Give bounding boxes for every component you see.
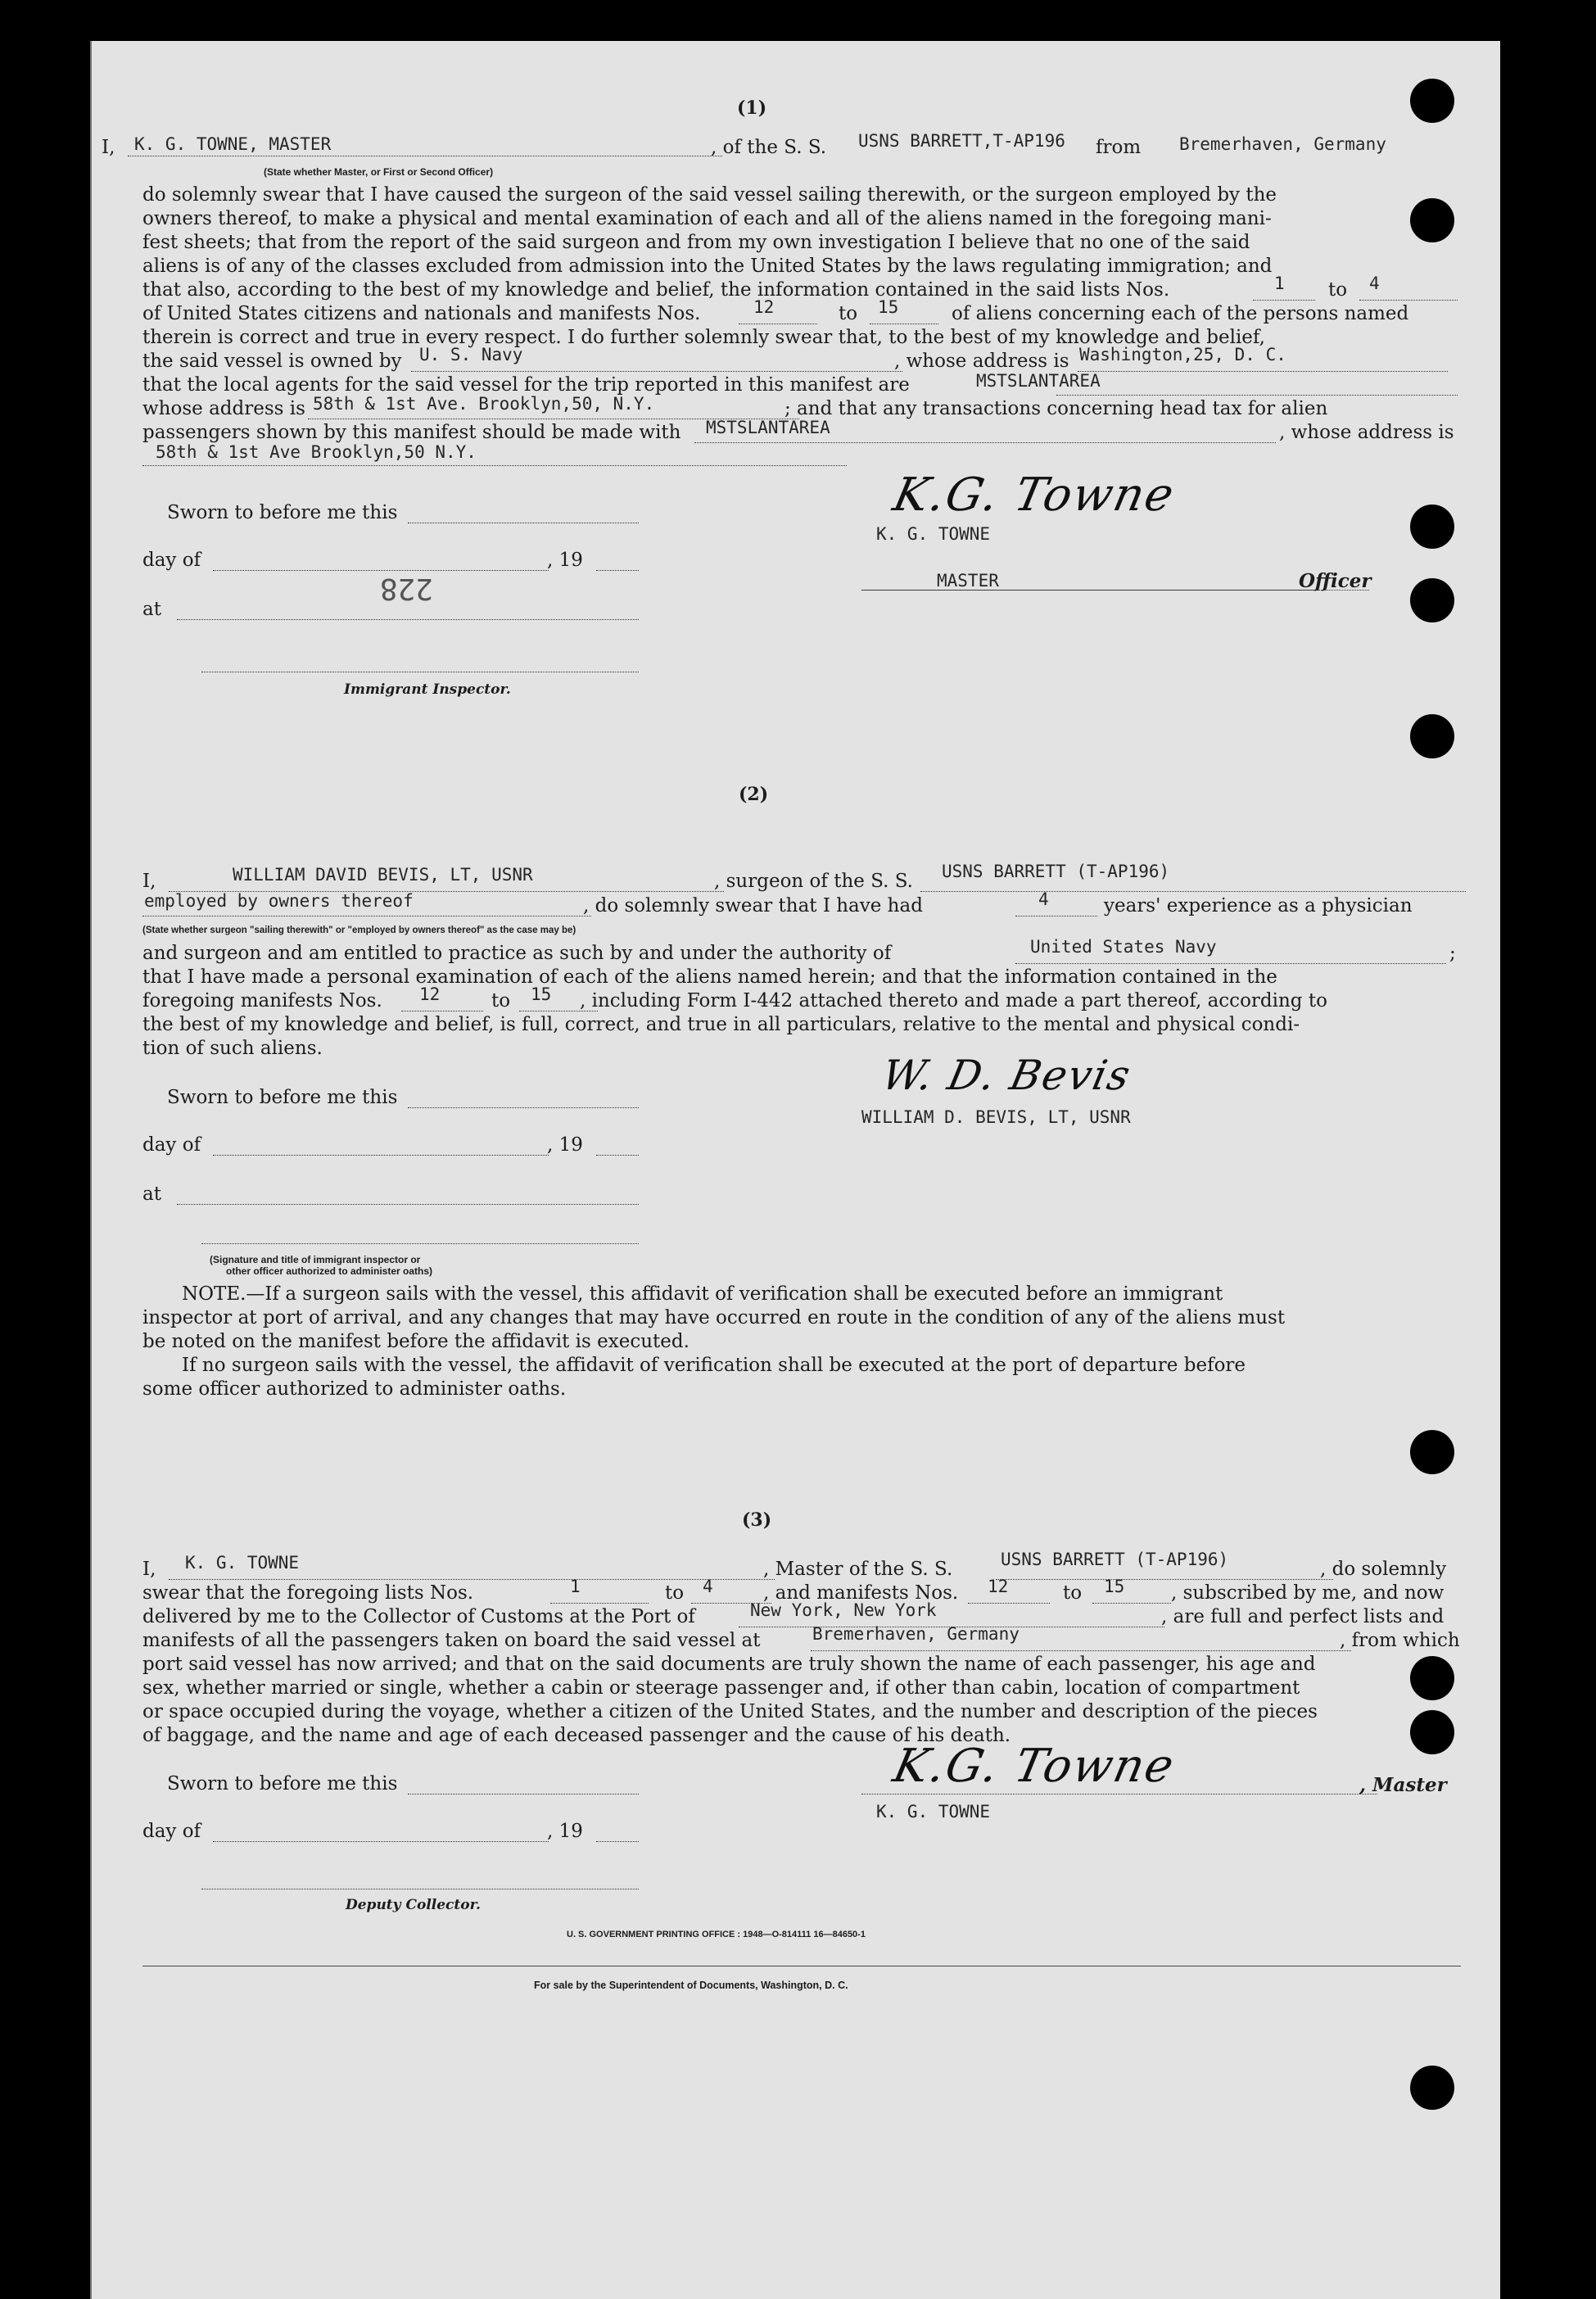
- s1-line9a: that the local agents for the said vessel for the trip reported in this manifest are: [142, 374, 910, 396]
- s2-note2-line-1: If no surgeon sails with the vessel, the affidavit of verification shall be executed at the port of departure before: [182, 1355, 1246, 1376]
- s3-to: to: [665, 1582, 685, 1604]
- s1-i: I,: [102, 137, 115, 158]
- s1-line6a: of United States citizens and nationals and manifests Nos.: [142, 303, 701, 324]
- s2-i: I,: [142, 871, 156, 892]
- s2-day-line[interactable]: [213, 1155, 549, 1156]
- s1-owner-address-line: [1078, 371, 1448, 372]
- s1-line11b: , whose address is: [1279, 422, 1454, 443]
- s3-manifests-from-line: [968, 1603, 1050, 1604]
- s1-agent-line: [1056, 395, 1458, 396]
- s3-lists-from[interactable]: 1: [570, 1577, 581, 1596]
- s3-day-line[interactable]: [213, 1841, 549, 1842]
- s1-signature: K.G. Towne: [888, 468, 1180, 522]
- s1-para-line: fest sheets; that from the report of the said surgeon and from my own investigation I believe that no one of the said: [142, 232, 1250, 253]
- s3-line3b: , are full and perfect lists and: [1161, 1606, 1445, 1627]
- s2-surgeon-of: , surgeon of the S. S.: [714, 871, 913, 892]
- s3-paragraph: [142, 1653, 1458, 1748]
- binder-hole-icon: [1410, 714, 1454, 758]
- s3-master-name[interactable]: K. G. TOWNE: [185, 1553, 300, 1573]
- s3-vessel-line: [996, 1579, 1333, 1580]
- s1-tax-address[interactable]: 58th & 1st Ave Brooklyn,50 N.Y.: [156, 442, 477, 462]
- s1-line8b: , whose address is: [894, 351, 1069, 372]
- s1-officer-word: Officer: [1299, 570, 1372, 592]
- s1-title-line: [861, 590, 1369, 591]
- s3-signature: K.G. Towne: [888, 1740, 1180, 1793]
- s1-para-line: do solemnly swear that I have caused the surgeon of the said vessel sailing therewith, or the surgeon employed by the: [142, 184, 1277, 206]
- s2-note-line-3: be noted on the manifest before the affidavit is executed.: [142, 1331, 689, 1352]
- s2-inspector-caption-2: other officer authorized to administer oaths): [226, 1265, 433, 1277]
- s1-day-line[interactable]: [213, 570, 549, 571]
- s1-lists-from[interactable]: 1: [1274, 274, 1285, 293]
- binder-hole-icon: [1410, 578, 1454, 622]
- s2-sworn-line[interactable]: [408, 1107, 639, 1108]
- s2-manifests-to[interactable]: 15: [531, 984, 552, 1004]
- s2-authority[interactable]: United States Navy: [1030, 937, 1217, 957]
- s1-at: at: [142, 599, 161, 620]
- s1-master-caption: (State whether Master, or First or Second Officer): [264, 166, 494, 178]
- s3-manifests-to[interactable]: 15: [1104, 1577, 1125, 1596]
- s1-tax-agent[interactable]: MSTSLANTAREA: [706, 418, 830, 437]
- s1-lists-to[interactable]: 4: [1369, 274, 1380, 293]
- binder-hole-icon: [1410, 2066, 1454, 2110]
- s3-line2b: , and manifests Nos.: [763, 1582, 959, 1604]
- s2-day-of: day of: [142, 1134, 201, 1156]
- s2-note-line-2: inspector at port of arrival, and any changes that may have occurred en route in the condition of any of the aliens must: [142, 1307, 1286, 1328]
- s1-tax-agent-line: [694, 442, 1276, 443]
- s2-line4: that I have made a personal examination of each of the aliens named herein; and that the information contained in the: [142, 966, 1277, 988]
- binder-hole-icon: [1410, 1430, 1454, 1474]
- s1-agent-address[interactable]: 58th & 1st Ave. Brooklyn,50, N.Y.: [313, 394, 655, 414]
- s3-line3a: delivered by me to the Collector of Customs at the Port of: [142, 1606, 695, 1627]
- footer-sale: For sale by the Superintendent of Documents, Washington, D. C.: [534, 1980, 848, 1991]
- s1-line10a: whose address is: [142, 398, 305, 419]
- s3-signer: K. G. TOWNE: [876, 1802, 991, 1822]
- s1-tax-address-line: [142, 465, 847, 466]
- s1-manifests-from[interactable]: 12: [753, 297, 775, 317]
- binder-hole-icon: [1410, 1710, 1454, 1754]
- s1-day-of: day of: [142, 550, 201, 571]
- s1-year: , 19: [547, 550, 583, 571]
- footer-gpo: U. S. GOVERNMENT PRINTING OFFICE : 1948—O-814111 16—84650-1: [567, 1930, 866, 1939]
- s3-para-line: sex, whether married or single, whether a cabin or steerage passenger and, if other than cabin, location of compartment: [142, 1677, 1300, 1699]
- s1-at-line[interactable]: [177, 619, 639, 620]
- s1-signer-title: MASTER: [937, 571, 999, 591]
- s3-port-of[interactable]: New York, New York: [750, 1600, 937, 1620]
- s2-at-line[interactable]: [177, 1204, 639, 1205]
- manifest-affidavit-page: [90, 41, 1500, 2299]
- s2-at: at: [142, 1183, 161, 1205]
- s2-line2b: years' experience as a physician: [1104, 895, 1413, 916]
- s3-to-2: to: [1063, 1582, 1083, 1604]
- s1-port[interactable]: Bremerhaven, Germany: [1179, 134, 1386, 154]
- s1-line6b: of aliens concerning each of the persons named: [952, 303, 1409, 324]
- s2-inspector-line[interactable]: [201, 1243, 639, 1244]
- s2-line5a: foregoing manifests Nos.: [142, 990, 382, 1011]
- s1-line11a: passengers shown by this manifest should be made with: [142, 422, 681, 443]
- s1-vessel[interactable]: USNS BARRETT,T-AP196: [858, 131, 1065, 151]
- s2-year: , 19: [547, 1134, 583, 1156]
- s2-year-line[interactable]: [596, 1155, 639, 1156]
- s2-semicolon: ;: [1449, 943, 1456, 964]
- s1-line5a: that also, according to the best of my knowledge and belief, the information contained in the said lists Nos.: [142, 279, 1170, 301]
- s2-manifests-from[interactable]: 12: [419, 984, 441, 1004]
- s3-year: , 19: [547, 1821, 583, 1842]
- s2-signer: WILLIAM D. BEVIS, LT, USNR: [861, 1107, 1131, 1127]
- binder-hole-icon: [1410, 198, 1454, 242]
- s2-line2a: , do solemnly swear that I have had: [583, 895, 923, 916]
- s3-para-line: port said vessel has now arrived; and that on the said documents are truly shown the name of each passenger, his age and: [142, 1654, 1316, 1675]
- s2-authority-line: [1015, 963, 1446, 964]
- binder-hole-icon: [1410, 505, 1454, 549]
- s2-note-line: NOTE.—If a surgeon sails with the vessel, this affidavit of verification shall be executed before an immigrant: [182, 1283, 1223, 1305]
- s1-lists-from-line: [1253, 300, 1315, 301]
- s2-line6: the best of my knowledge and belief, is full, correct, and true in all particulars, relative to the mental and physical condi-: [142, 1014, 1300, 1035]
- s1-paragraph: [142, 183, 1458, 278]
- s1-para-line: aliens is of any of the classes excluded from admission into the United States by the laws regulating immigration; and: [142, 256, 1273, 277]
- s1-line7: therein is correct and true in every respect. I do further solemnly swear that, to the best of my knowledge and belief,: [142, 327, 1265, 348]
- s3-manifests-to-line: [1092, 1603, 1171, 1604]
- s3-lists-from-line: [550, 1603, 649, 1604]
- s2-signature: W. D. Bevis: [877, 1052, 1136, 1099]
- section-1-number: (1): [737, 97, 767, 119]
- s3-boarding-line: [811, 1650, 1351, 1651]
- s3-line2c: , subscribed by me, and now: [1171, 1582, 1445, 1604]
- s1-sworn-label: Sworn to before me this: [167, 502, 398, 523]
- binder-hole-icon: [1410, 1656, 1454, 1700]
- s1-from: from: [1096, 137, 1142, 158]
- s3-vessel[interactable]: USNS BARRETT (T-AP196): [1001, 1550, 1229, 1569]
- s1-master-name[interactable]: K. G. TOWNE, MASTER: [134, 134, 332, 154]
- s2-to: to: [491, 990, 511, 1011]
- s1-owner-line: [411, 371, 902, 372]
- s3-para-line: or space occupied during the voyage, whether a citizen of the United States, and the number and description of the pieces: [142, 1701, 1318, 1722]
- s1-line8a: the said vessel is owned by: [142, 351, 402, 372]
- s1-line10b: ; and that any transactions concerning head tax for alien: [784, 398, 1328, 419]
- s3-sworn-label: Sworn to before me this: [167, 1773, 398, 1794]
- s2-vessel-line: [920, 891, 1466, 892]
- s1-signer: K. G. TOWNE: [876, 524, 991, 544]
- s2-line7: tion of such aliens.: [142, 1038, 323, 1059]
- s1-owner[interactable]: U. S. Navy: [419, 345, 523, 364]
- s2-vessel[interactable]: USNS BARRETT (T-AP196): [942, 862, 1170, 881]
- s3-master-line: [169, 1579, 775, 1580]
- s1-of-ss: , of the S. S.: [711, 137, 827, 158]
- s1-stamp: 228: [380, 572, 434, 605]
- s3-para-line: of baggage, and the name and age of each deceased passenger and the cause of his death.: [142, 1725, 1011, 1746]
- s3-manifests-from[interactable]: 12: [988, 1577, 1009, 1596]
- s2-note: [142, 1283, 1458, 1306]
- s2-line5b: , including Form I-442 attached thereto and made a part thereof, according to: [580, 990, 1327, 1011]
- s3-master-of: , Master of the S. S.: [763, 1559, 953, 1580]
- s3-line4a: manifests of all the passengers taken on board the said vessel at: [142, 1630, 761, 1651]
- s1-para-line: owners thereof, to make a physical and mental examination of each and all of the aliens named in the foregoing mani-: [142, 208, 1272, 229]
- s3-do-solemnly: , do solemnly: [1320, 1559, 1447, 1580]
- s3-day-of: day of: [142, 1821, 201, 1842]
- s1-inspector-caption: Immigrant Inspector.: [344, 681, 511, 698]
- section-2-number: (2): [739, 784, 769, 805]
- s3-boarding-port[interactable]: Bremerhaven, Germany: [812, 1624, 1020, 1644]
- s1-agent[interactable]: MSTSLANTAREA: [976, 371, 1101, 391]
- s3-collector-caption: Deputy Collector.: [346, 1897, 481, 1913]
- s1-owner-address[interactable]: Washington,25, D. C.: [1079, 345, 1286, 364]
- section-3-number: (3): [742, 1509, 772, 1531]
- s2-employment-caption: (State whether surgeon "sailing therewith" or "employed by owners thereof" as the case may be): [142, 925, 576, 935]
- s1-to: to: [1328, 279, 1348, 301]
- s3-line4b: , from which: [1340, 1630, 1460, 1651]
- s2-years[interactable]: 4: [1038, 889, 1049, 909]
- s2-inspector-caption-1: (Signature and title of immigrant inspector or: [210, 1254, 421, 1265]
- s2-surgeon-name[interactable]: WILLIAM DAVID BEVIS, LT, USNR: [233, 865, 533, 885]
- s1-to-2: to: [839, 303, 858, 324]
- s1-year-line[interactable]: [596, 570, 639, 571]
- s2-line3a: and surgeon and am entitled to practice as such by and under the authority of: [142, 943, 892, 964]
- s2-employment[interactable]: employed by owners thereof: [144, 891, 414, 911]
- s2-note2-line-2: some officer authorized to administer oaths.: [142, 1378, 567, 1400]
- s3-master-word: , Master: [1359, 1774, 1447, 1796]
- binder-hole-icon: [1410, 79, 1454, 123]
- s3-lists-to[interactable]: 4: [703, 1577, 713, 1596]
- s3-line2a: swear that the foregoing lists Nos.: [142, 1582, 474, 1604]
- s2-sworn-label: Sworn to before me this: [167, 1087, 398, 1108]
- s3-i: I,: [142, 1559, 156, 1580]
- s1-manifests-to[interactable]: 15: [878, 297, 899, 317]
- s1-lists-to-line: [1359, 300, 1458, 301]
- s3-year-line[interactable]: [596, 1841, 639, 1842]
